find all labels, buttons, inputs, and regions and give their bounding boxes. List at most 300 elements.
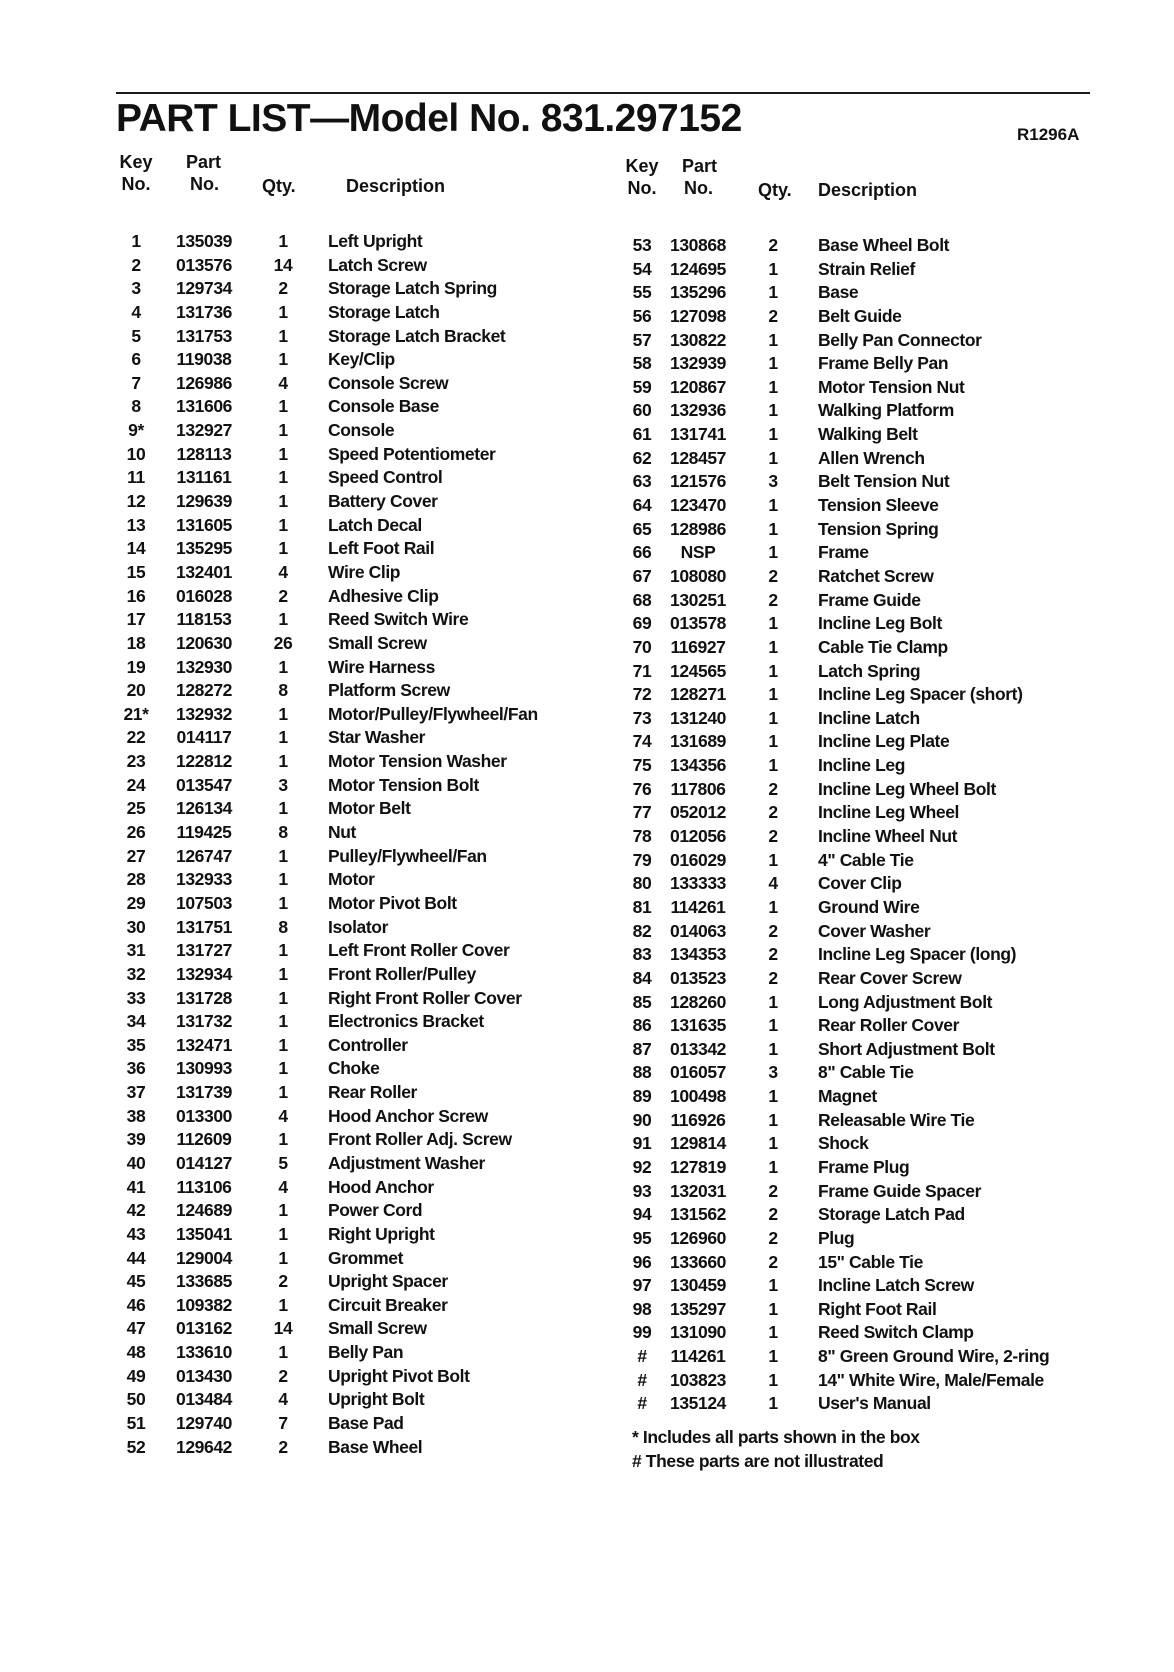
description: Motor: [328, 869, 375, 890]
description: Incline Leg: [818, 755, 906, 776]
quantity: 1: [768, 731, 778, 752]
part-number: 122812: [176, 751, 232, 772]
quantity: 1: [278, 1294, 288, 1315]
quantity: 1: [768, 1133, 778, 1154]
part-number: 133333: [670, 873, 726, 894]
description: Long Adjustment Bolt: [818, 991, 993, 1012]
part-number: 129642: [176, 1436, 232, 1457]
description: Incline Latch: [818, 707, 920, 728]
quantity: 1: [768, 376, 778, 397]
part-number: 135297: [670, 1298, 726, 1319]
quantity: 2: [278, 278, 288, 299]
quantity: 1: [768, 400, 778, 421]
quantity: 1: [278, 963, 288, 984]
quantity: 1: [278, 1129, 288, 1150]
part-number: 134356: [670, 755, 726, 776]
quantity: 2: [278, 1365, 288, 1386]
part-number: 127819: [670, 1156, 726, 1177]
key-number: 33: [126, 987, 146, 1008]
description: Frame: [818, 542, 869, 563]
quantity: 1: [768, 1086, 778, 1107]
quantity: 1: [768, 1369, 778, 1390]
quantity: 1: [278, 892, 288, 913]
header-part-line2: No.: [684, 178, 713, 198]
part-number: 133660: [670, 1251, 726, 1272]
description: Plug: [818, 1227, 855, 1248]
description: Incline Leg Spacer (long): [818, 944, 1017, 965]
part-number: 014127: [176, 1152, 232, 1173]
part-number: 132401: [176, 561, 232, 582]
part-number: 112609: [176, 1129, 232, 1150]
description: Releasable Wire Tie: [818, 1109, 975, 1130]
key-number: 44: [126, 1247, 146, 1268]
part-number: 130822: [670, 329, 726, 350]
description: Pulley/Flywheel/Fan: [328, 845, 487, 866]
quantity: 3: [768, 471, 778, 492]
description: Base: [818, 282, 859, 303]
header-part-line1: Part: [682, 156, 718, 176]
part-number: 013576: [176, 254, 232, 275]
key-number: 92: [632, 1156, 652, 1177]
key-number: 68: [632, 589, 652, 610]
footnote-not-illustrated: # These parts are not illustrated: [632, 1450, 884, 1471]
key-number: 52: [126, 1436, 146, 1457]
quantity: 2: [768, 944, 778, 965]
part-number: 100498: [670, 1086, 726, 1107]
part-number: 013342: [670, 1038, 726, 1059]
description: Latch Decal: [328, 514, 422, 535]
key-number: 81: [632, 896, 652, 917]
quantity: 1: [768, 424, 778, 445]
key-number: 96: [632, 1251, 652, 1272]
key-number: 64: [632, 495, 652, 516]
quantity: 1: [768, 1038, 778, 1059]
description: Hood Anchor Screw: [328, 1105, 488, 1126]
key-number: 51: [126, 1413, 146, 1434]
quantity: 1: [278, 1011, 288, 1032]
quantity: 1: [768, 282, 778, 303]
key-number: 85: [632, 991, 652, 1012]
quantity: 8: [278, 680, 288, 701]
header-qty: Qty.: [758, 180, 792, 200]
key-number: 10: [126, 443, 146, 464]
quantity: 2: [768, 1227, 778, 1248]
key-number: 86: [632, 1015, 652, 1036]
quantity: 2: [278, 585, 288, 606]
part-number: 014063: [670, 920, 726, 941]
quantity: 2: [768, 1251, 778, 1272]
key-number: 40: [126, 1152, 146, 1173]
part-number: 126986: [176, 372, 232, 393]
quantity: 1: [278, 301, 288, 322]
key-number: 60: [632, 400, 652, 421]
key-number: 95: [632, 1227, 652, 1248]
header-description: Description: [346, 176, 446, 196]
description: Front Roller/Pulley: [328, 963, 476, 984]
key-number: 70: [632, 636, 652, 657]
key-number: 15: [126, 561, 146, 582]
description: Reed Switch Clamp: [818, 1322, 974, 1343]
quantity: 1: [768, 991, 778, 1012]
description: Magnet: [818, 1086, 877, 1107]
description: Console Screw: [328, 372, 449, 393]
description: Belly Pan Connector: [818, 329, 982, 350]
description: Power Cord: [328, 1200, 423, 1221]
quantity: 1: [768, 1298, 778, 1319]
key-number: 5: [131, 325, 141, 346]
header-key-line1: Key: [625, 156, 659, 176]
quantity: 4: [278, 561, 288, 582]
quantity: 1: [768, 329, 778, 350]
part-number: 129639: [176, 491, 232, 512]
key-number: 50: [126, 1389, 146, 1410]
part-number: 130459: [670, 1275, 726, 1296]
description: Ground Wire: [818, 896, 920, 917]
description: Left Upright: [328, 231, 423, 251]
quantity: 3: [768, 1062, 778, 1083]
part-number: 135296: [670, 282, 726, 303]
part-number: 135039: [176, 231, 232, 251]
key-number: 35: [126, 1034, 146, 1055]
description: Storage Latch: [328, 301, 440, 322]
description: 8" Cable Tie: [818, 1062, 914, 1083]
quantity: 2: [768, 802, 778, 823]
part-number: 131240: [670, 707, 726, 728]
key-number: 38: [126, 1105, 146, 1126]
part-number: 116926: [670, 1109, 726, 1130]
key-number: 99: [632, 1322, 652, 1343]
quantity: 1: [278, 1058, 288, 1079]
key-number: 83: [632, 944, 652, 965]
part-number: 135295: [176, 538, 232, 559]
key-number: 4: [131, 301, 141, 322]
key-number: 2: [131, 254, 141, 275]
key-number: 57: [632, 329, 652, 350]
part-number: 131751: [176, 916, 232, 937]
part-number: 128260: [670, 991, 726, 1012]
quantity: 1: [768, 849, 778, 870]
quantity: 2: [278, 1271, 288, 1292]
quantity: 1: [278, 491, 288, 512]
top-rule: [116, 92, 1090, 94]
quantity: 2: [768, 235, 778, 255]
key-number: 46: [126, 1294, 146, 1315]
description: Cable Tie Clamp: [818, 636, 948, 657]
part-number: 123470: [670, 495, 726, 516]
description: Rear Cover Screw: [818, 967, 962, 988]
quantity: 1: [768, 755, 778, 776]
part-number: 013547: [176, 774, 232, 795]
description: Motor/Pulley/Flywheel/Fan: [328, 703, 538, 724]
key-number: #: [637, 1346, 647, 1367]
description: Right Front Roller Cover: [328, 987, 522, 1008]
key-number: 97: [632, 1275, 652, 1296]
header-description: Description: [818, 180, 918, 200]
header-part-line1: Part: [186, 152, 222, 172]
quantity: 2: [768, 589, 778, 610]
quantity: 1: [278, 869, 288, 890]
key-number: 43: [126, 1223, 146, 1244]
part-number: 114261: [670, 896, 726, 917]
part-number: 128272: [176, 680, 232, 701]
key-number: 67: [632, 565, 652, 586]
quantity: 2: [768, 778, 778, 799]
description: Platform Screw: [328, 680, 450, 701]
key-number: 56: [632, 305, 652, 326]
part-number: 132936: [670, 400, 726, 421]
description: Upright Spacer: [328, 1271, 448, 1292]
header-key-line1: Key: [119, 152, 153, 172]
quantity: 1: [278, 231, 288, 251]
part-number: 131753: [176, 325, 232, 346]
key-number: 12: [126, 491, 146, 512]
key-number: 73: [632, 707, 652, 728]
key-number: 72: [632, 684, 652, 705]
description: Console Base: [328, 396, 439, 417]
key-number: 88: [632, 1062, 652, 1083]
quantity: 2: [768, 826, 778, 847]
part-number: 118153: [176, 609, 232, 630]
description: User's Manual: [818, 1393, 931, 1414]
quantity: 1: [278, 987, 288, 1008]
description: Rear Roller Cover: [818, 1015, 960, 1036]
quantity: 1: [278, 1082, 288, 1103]
part-number: 132927: [176, 420, 232, 441]
part-number: 131739: [176, 1082, 232, 1103]
quantity: 1: [768, 636, 778, 657]
quantity: 2: [768, 305, 778, 326]
key-number: 62: [632, 447, 652, 468]
part-number: 130868: [670, 235, 726, 255]
part-number: 016029: [670, 849, 726, 870]
description: Motor Belt: [328, 798, 411, 819]
key-number: 69: [632, 613, 652, 634]
description: Small Screw: [328, 632, 427, 653]
description: Right Foot Rail: [818, 1298, 937, 1319]
key-number: 53: [632, 235, 652, 255]
quantity: 1: [278, 1223, 288, 1244]
description: Grommet: [328, 1247, 403, 1268]
description: Belt Guide: [818, 305, 902, 326]
quantity: 1: [768, 1109, 778, 1130]
description: 8" Green Ground Wire, 2-ring: [818, 1346, 1050, 1367]
description: Motor Pivot Bolt: [328, 892, 457, 913]
part-number: 132939: [670, 353, 726, 374]
description: Right Upright: [328, 1223, 435, 1244]
part-number: 130251: [670, 589, 726, 610]
description: Star Washer: [328, 727, 426, 748]
key-number: 3: [131, 278, 141, 299]
key-number: 23: [126, 751, 146, 772]
part-number: 113106: [176, 1176, 232, 1197]
description: Cover Clip: [818, 873, 902, 894]
part-number: 130993: [176, 1058, 232, 1079]
quantity: 1: [768, 1015, 778, 1036]
part-number: 129004: [176, 1247, 232, 1268]
key-number: 1: [131, 231, 141, 251]
description: Storage Latch Spring: [328, 278, 497, 299]
description: Nut: [328, 822, 356, 843]
description: Key/Clip: [328, 349, 395, 370]
key-number: 39: [126, 1129, 146, 1150]
header-qty: Qty.: [262, 176, 296, 196]
part-number: 132930: [176, 656, 232, 677]
part-number: 014117: [176, 727, 232, 748]
key-number: 24: [126, 774, 146, 795]
key-number: 90: [632, 1109, 652, 1130]
part-number: 108080: [670, 565, 726, 586]
part-number: 131732: [176, 1011, 232, 1032]
revision-code: R1296A: [1017, 125, 1080, 144]
key-number: 25: [126, 798, 146, 819]
description: Wire Harness: [328, 656, 435, 677]
quantity: 2: [768, 920, 778, 941]
part-number: 127098: [670, 305, 726, 326]
key-number: 28: [126, 869, 146, 890]
description: Speed Control: [328, 467, 443, 488]
part-number: NSP: [680, 542, 716, 563]
part-number: 013578: [670, 613, 726, 634]
description: Cover Washer: [818, 920, 931, 941]
part-number: 124689: [176, 1200, 232, 1221]
key-number: 6: [131, 349, 141, 370]
key-number: 13: [126, 514, 146, 535]
quantity: 8: [278, 916, 288, 937]
part-number: 119425: [176, 822, 232, 843]
quantity: 1: [278, 703, 288, 724]
description: Storage Latch Pad: [818, 1204, 965, 1225]
part-number: 131090: [670, 1322, 726, 1343]
quantity: 5: [278, 1152, 288, 1173]
description: Electronics Bracket: [328, 1011, 484, 1032]
description: Circuit Breaker: [328, 1294, 448, 1315]
description: Upright Bolt: [328, 1389, 425, 1410]
key-number: 89: [632, 1086, 652, 1107]
key-number: 58: [632, 353, 652, 374]
part-number: 129734: [176, 278, 232, 299]
part-number: 128271: [670, 684, 726, 705]
quantity: 1: [278, 1034, 288, 1055]
part-number: 012056: [670, 826, 726, 847]
description: Frame Belly Pan: [818, 353, 949, 374]
quantity: 2: [768, 1180, 778, 1201]
key-number: 94: [632, 1204, 652, 1225]
description: Motor Tension Bolt: [328, 774, 479, 795]
description: Frame Plug: [818, 1156, 910, 1177]
quantity: 14: [273, 254, 293, 275]
key-number: 27: [126, 845, 146, 866]
key-number: 21*: [123, 703, 149, 724]
quantity: 1: [278, 940, 288, 961]
part-number: 016028: [176, 585, 232, 606]
part-number: 116927: [670, 636, 726, 657]
quantity: 1: [768, 495, 778, 516]
description: Choke: [328, 1058, 380, 1079]
part-number: 126960: [670, 1227, 726, 1248]
quantity: 1: [768, 896, 778, 917]
quantity: 1: [278, 443, 288, 464]
footnotes: [632, 1426, 920, 1473]
description: Storage Latch Bracket: [328, 325, 506, 346]
key-number: 8: [131, 396, 141, 417]
quantity: 2: [768, 1204, 778, 1225]
part-number: 131635: [670, 1015, 726, 1036]
description: Tension Sleeve: [818, 495, 939, 516]
description: Tension Spring: [818, 518, 939, 539]
key-number: 82: [632, 920, 652, 941]
part-number: 132932: [176, 703, 232, 724]
part-number: 013484: [176, 1389, 232, 1410]
key-number: 37: [126, 1082, 146, 1103]
description: Incline Leg Bolt: [818, 613, 942, 634]
description: Belt Tension Nut: [818, 471, 950, 492]
quantity: 7: [278, 1413, 288, 1434]
quantity: 1: [768, 1322, 778, 1343]
key-number: 75: [632, 755, 652, 776]
part-number: 128457: [670, 447, 726, 468]
key-number: 42: [126, 1200, 146, 1221]
part-number: 120630: [176, 632, 232, 653]
quantity: 1: [768, 1346, 778, 1367]
key-number: 19: [126, 656, 146, 677]
part-number: 131689: [670, 731, 726, 752]
key-number: 59: [632, 376, 652, 397]
quantity: 1: [768, 447, 778, 468]
quantity: 1: [278, 845, 288, 866]
part-number: 131728: [176, 987, 232, 1008]
part-number: 117806: [670, 778, 726, 799]
quantity: 1: [278, 727, 288, 748]
description: Left Front Roller Cover: [328, 940, 510, 961]
key-number: 31: [126, 940, 146, 961]
key-number: 32: [126, 963, 146, 984]
quantity: 1: [768, 353, 778, 374]
description: Adjustment Washer: [328, 1152, 485, 1173]
key-number: 76: [632, 778, 652, 799]
part-number: 132471: [176, 1034, 232, 1055]
description: Frame Guide Spacer: [818, 1180, 982, 1201]
part-number: 052012: [670, 802, 726, 823]
quantity: 2: [768, 565, 778, 586]
description: Incline Leg Wheel: [818, 802, 960, 823]
description: 14" White Wire, Male/Female: [818, 1369, 1044, 1390]
quantity: 4: [278, 372, 288, 393]
key-number: 74: [632, 731, 652, 752]
description: Speed Potentiometer: [328, 443, 496, 464]
key-number: 71: [632, 660, 652, 681]
description: Incline Wheel Nut: [818, 826, 958, 847]
key-number: 66: [632, 542, 652, 563]
part-number: 013430: [176, 1365, 232, 1386]
part-number: 124565: [670, 660, 726, 681]
part-number: 119038: [176, 349, 232, 370]
key-number: #: [637, 1393, 647, 1414]
key-number: 9*: [128, 420, 144, 441]
part-number: 120867: [670, 376, 726, 397]
description: Controller: [328, 1034, 408, 1055]
description: Latch Spring: [818, 660, 921, 681]
part-number: 131727: [176, 940, 232, 961]
quantity: 2: [278, 1436, 288, 1457]
quantity: 1: [768, 660, 778, 681]
description: Reed Switch Wire: [328, 609, 469, 630]
part-number: 132031: [670, 1180, 726, 1201]
part-number: 013162: [176, 1318, 232, 1339]
part-number: 131736: [176, 301, 232, 322]
part-number: 124695: [670, 258, 726, 279]
quantity: 1: [768, 1393, 778, 1414]
key-number: 93: [632, 1180, 652, 1201]
